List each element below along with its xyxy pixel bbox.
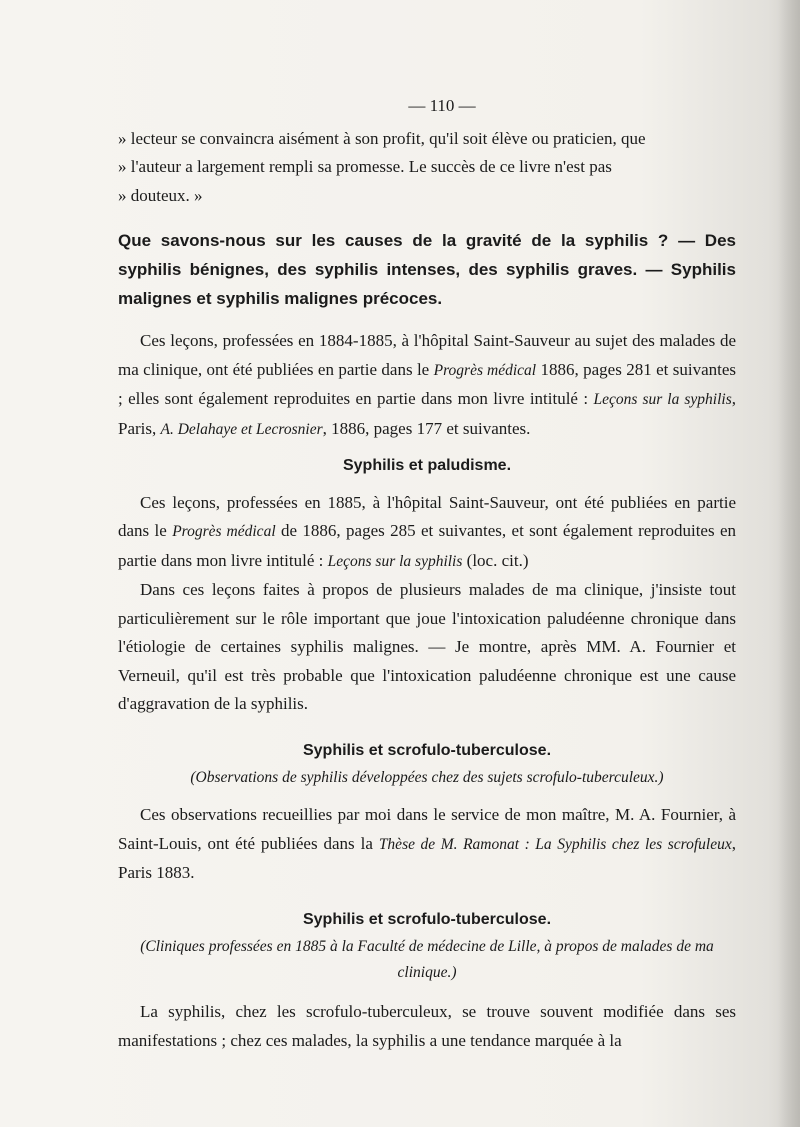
section-note-1: (Observations de syphilis développées chez des sujets scrofulo-tuberculeux.) (190, 769, 664, 786)
italic-publisher: A. Delahaye et Lecrosnier (160, 420, 323, 438)
paragraph-3: Dans ces leçons faites à propos de plusieurs malades de ma clinique, j'insiste tout particulièrement sur le rôle important que joue l'intoxication paludéenne chronique dans l'étiologie de certaines syphilis malignes. — Je montre, après MM. A. Fournier et Verneuil, qu'il est très probable que l'intoxication paludéenne chronique est une cause d'aggravation de la syphilis. (118, 580, 736, 713)
text-span: Ces leçons, professées en 1884-1885, à l'hôpital Saint-Sauveur au sujet des malades de ma clinique, ont été publiées en partie dans le (118, 331, 736, 379)
paragraph-4 (118, 801, 736, 888)
section-title-scrofulo-1: Syphilis et scrofulo-tuberculose. (302, 741, 552, 759)
italic-book-title: Leçons sur la syphilis (593, 391, 732, 408)
paragraph-2 (118, 489, 736, 577)
quote-line: » l'auteur a largement rempli sa promesse. Le succès de ce livre n'est pas (118, 157, 612, 176)
page-edge-shadow (778, 0, 800, 1127)
italic-journal: Progrès médical (433, 361, 537, 379)
quote-line: » lecteur se convaincra aisément à son profit, qu'il soit élève ou praticien, que (118, 128, 646, 148)
text-span: , Paris, (118, 389, 736, 438)
text-span: 1886, pages 281 et suivantes ; elles sont également reproduites en partie dans mon livre intitulé : (118, 359, 736, 408)
text-span: (loc. cit.) (462, 550, 529, 570)
quote-block (118, 125, 736, 211)
italic-journal: Progrès médical (172, 523, 276, 540)
quote-line: » douteux. » (118, 185, 203, 205)
text-span: de 1886, pages 285 et suivantes, et sont également reproduites en partie dans mon livre intitulé : (118, 521, 736, 570)
page-number: — 110 — (408, 96, 476, 115)
text-span: Ces observations recueillies par moi dans le service de mon maître, M. A. Fournier, à Saint-Louis, ont été publiées dans la (118, 805, 736, 853)
page-content (118, 92, 736, 1055)
spacer (118, 888, 736, 898)
spacer (118, 719, 736, 729)
text-span: Ces leçons, professées en 1885, à l'hôpital Saint-Sauveur, ont été publiées en partie dans le (118, 492, 736, 540)
spacer (118, 791, 736, 801)
italic-book-title: Leçons sur la syphilis (327, 552, 463, 570)
text-span: , Paris 1883. (118, 833, 736, 882)
section-note-2: (Cliniques professées en 1885 à la Faculté de médecine de Lille, à propos de malades de ma clinique.) (140, 938, 714, 981)
italic-thesis-title: Thèse de M. Ramonat : La Syphilis chez les scrofuleux (378, 835, 732, 853)
paragraph-5: La syphilis, chez les scrofulo-tuberculeux, se trouve souvent modifiée dans ses manifestations ; chez ces malades, la syphilis a une tendance marquée à la (118, 1002, 736, 1050)
heading-question: Que savons-nous sur les causes de la gravité de la syphilis ? — Des syphilis bénignes, des syphilis intenses, des syphilis graves. — Syphilis malignes et syphilis malignes précoces. (118, 231, 736, 308)
section-title-scrofulo-2: Syphilis et scrofulo-tuberculose. (302, 910, 552, 928)
section-title-paludisme: Syphilis et paludisme. (342, 457, 512, 474)
paragraph-1 (118, 327, 736, 444)
text-span: , 1886, pages 177 et suivantes. (322, 418, 531, 438)
